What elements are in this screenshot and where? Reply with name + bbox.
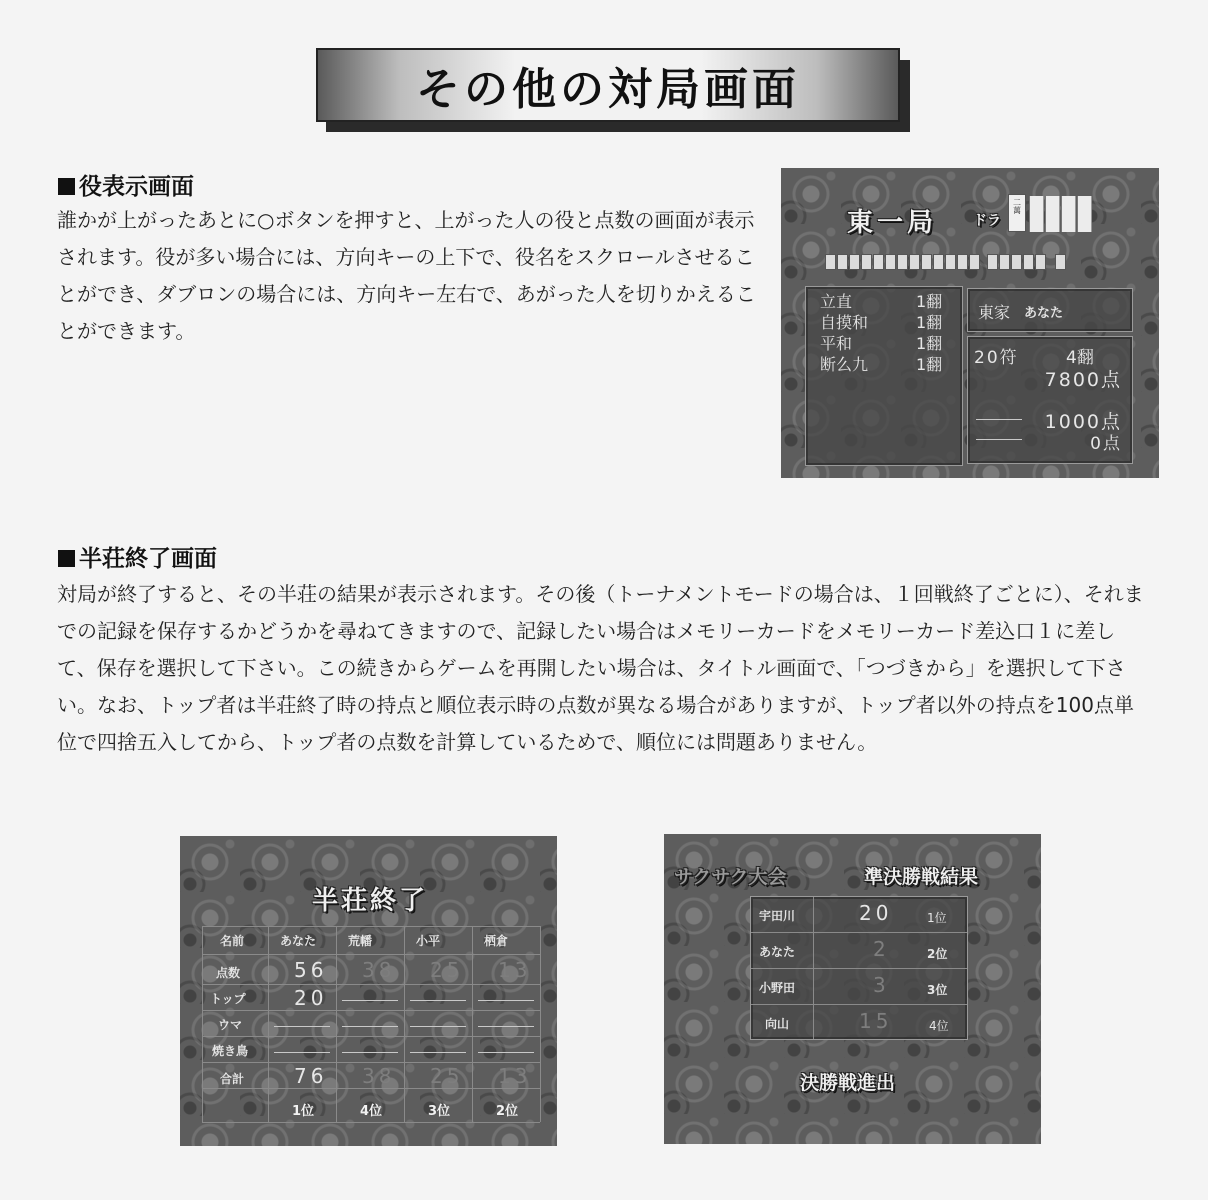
tile-back-icon (1029, 196, 1044, 232)
mahjong-tile-icon (837, 254, 848, 270)
section-body-hanchan: 対局が終了すると、その半荘の結果が表示されます。その後（トーナメントモードの場合は、１回戦終了ごとに）、それまでの記録を保存するかどうかを尋ねてきますので、記録したい場合はメモリーカードをメモリーカード差込口１に差して、保存を選択して下さい。この続きからゲームを再開したい場合は、タイトル画面で、「つづきから」を選択して下さい。なお、トップ者は半荘終了時の持点と順位表示時の点数が異なる場合がありますが、トップ者以外の持点を100点単位で四捨五入してから、トップ者の点数を計算しているためで、順位には問題ありません。 (57, 582, 1144, 754)
tile-back-icon (1077, 196, 1092, 232)
score-panel (967, 336, 1133, 464)
yaku-han-0: 1翻 (916, 292, 943, 311)
hidden-dora-tiles (1029, 196, 1093, 236)
empty-cell-dash (342, 1026, 398, 1027)
section-heading-yaku (58, 168, 194, 201)
empty-cell-dash (342, 1000, 398, 1001)
row-label: 合計 (220, 1072, 245, 1086)
mahjong-tile-icon (1035, 254, 1046, 270)
row-label: 点数 (216, 966, 241, 980)
row-label: トップ (210, 992, 246, 1006)
mahjong-tile-icon (957, 254, 968, 270)
round-label: 東一局 (847, 208, 938, 238)
yaku-han-1: 1翻 (916, 313, 943, 332)
player-name: 小野田 (759, 981, 796, 995)
cell-value: 25 (430, 958, 464, 982)
hanchan-result-image (180, 836, 557, 1146)
semifinal-title: 準決勝戦結果 (864, 866, 979, 888)
hanchan-title: 半荘終了 (312, 886, 429, 916)
row-label: ウマ (218, 1018, 243, 1032)
mahjong-tile-icon (999, 254, 1010, 270)
winning-hand (825, 254, 1067, 274)
page-title: その他の対局画面 (416, 64, 800, 115)
table-header-player: あなた (280, 934, 317, 948)
mahjong-tile-icon (909, 254, 920, 270)
mahjong-tile-icon (849, 254, 860, 270)
player-score: 15 (859, 1009, 893, 1033)
riichi-points: 0点 (1090, 434, 1122, 454)
empty-cell-dash (478, 1052, 534, 1053)
extra-points: 1000点 (1044, 411, 1122, 433)
player-rank: 2位 (927, 947, 948, 961)
yaku-name-2: 平和 (820, 334, 853, 353)
dora-label: ドラ (973, 213, 1001, 229)
player-rank: 3位 (927, 983, 948, 997)
player-name: あなた (1024, 306, 1064, 321)
yaku-han-2: 1翻 (916, 334, 943, 353)
player-seat: 東家 (978, 303, 1011, 322)
yaku-han-3: 1翻 (916, 355, 943, 374)
mahjong-tile-icon (945, 254, 956, 270)
table-header-player: 栖倉 (484, 934, 509, 948)
mahjong-tile-icon (921, 254, 932, 270)
empty-cell-dash (410, 1026, 466, 1027)
empty-cell-dash (274, 1052, 330, 1053)
yaku-name-3: 断么九 (820, 355, 869, 374)
mahjong-tile-icon (969, 254, 980, 270)
mahjong-tile-icon (825, 254, 836, 270)
cell-value: 38 (362, 958, 396, 982)
cell-value: 56 (294, 958, 328, 982)
section-heading-hanchan (58, 540, 217, 573)
tile-back-icon (1061, 196, 1076, 232)
section-body-yaku: 誰かが上がったあとに○ボタンを押すと、上がった人の役と点数の画面が表示されます。役が多い場合には、方向キーの上下で、役名をスクロールさせることができ、ダブロンの場合には、方向キー左右で、あがった人を切りかえることができます。 (57, 208, 756, 343)
fu-value: 20符 (974, 348, 1019, 368)
cell-value: 13 (498, 958, 532, 982)
tile-back-icon (1045, 196, 1060, 232)
square-bullet-icon (58, 550, 75, 567)
square-bullet-icon (58, 178, 75, 195)
mahjong-tile-icon (987, 254, 998, 270)
semifinal-result-image (664, 834, 1041, 1144)
table-header-name: 名前 (220, 934, 245, 948)
mahjong-tile-icon (1011, 254, 1022, 270)
empty-cell-dash (478, 1026, 534, 1027)
player-name: あなた (759, 945, 796, 959)
mahjong-tile-icon (1055, 254, 1066, 270)
player-score: 20 (859, 901, 893, 925)
dora-tile-text: 二萬 (1012, 198, 1022, 214)
player-score: 3 (873, 973, 886, 997)
empty-cell-dash (478, 1000, 534, 1001)
points-value: 7800点 (1044, 369, 1122, 391)
hanchan-table (202, 926, 540, 1122)
semifinal-table (750, 896, 968, 1040)
player-name: 宇田川 (759, 909, 796, 923)
section-heading-text: 半荘終了画面 (79, 546, 217, 572)
payer-line (976, 419, 1022, 420)
mahjong-tile-icon (861, 254, 872, 270)
cell-value: 25 (430, 1064, 464, 1088)
rank-label: 3位 (428, 1104, 451, 1119)
cell-value: 20 (294, 986, 328, 1010)
empty-cell-dash (342, 1052, 398, 1053)
mahjong-tile-icon (933, 254, 944, 270)
player-rank: 4位 (929, 1019, 949, 1033)
empty-cell-dash (410, 1052, 466, 1053)
rank-label: 2位 (496, 1104, 519, 1119)
yaku-name-0: 立直 (820, 292, 853, 311)
han-total: 4翻 (1066, 348, 1094, 368)
player-name: 向山 (765, 1017, 790, 1031)
cell-value: 13 (498, 1064, 532, 1088)
player-panel (967, 288, 1133, 332)
section-heading-text: 役表示画面 (79, 174, 194, 200)
yaku-name-1: 自摸和 (820, 313, 869, 332)
title-banner (316, 48, 900, 122)
payer-line (976, 439, 1022, 440)
mahjong-tile-icon (885, 254, 896, 270)
empty-cell-dash (410, 1000, 466, 1001)
mahjong-tile-icon (1023, 254, 1034, 270)
mahjong-tile-icon (897, 254, 908, 270)
result-label: 決勝戦進出 (800, 1072, 896, 1094)
player-rank: 1位 (927, 911, 947, 925)
dora-tile (1008, 194, 1026, 232)
rank-label: 4位 (360, 1104, 383, 1119)
table-header-player: 荒幡 (348, 934, 373, 948)
empty-cell-dash (274, 1026, 330, 1027)
table-header-player: 小平 (416, 934, 441, 948)
tournament-name: サクサク大会 (674, 866, 787, 888)
row-label: 焼き鳥 (212, 1044, 249, 1058)
rank-label: 1位 (292, 1104, 315, 1119)
player-score: 2 (873, 937, 886, 961)
yaku-list-panel (805, 286, 963, 466)
yaku-screen-image (781, 168, 1159, 478)
mahjong-tile-icon (873, 254, 884, 270)
cell-value: 76 (294, 1064, 328, 1088)
cell-value: 38 (362, 1064, 396, 1088)
